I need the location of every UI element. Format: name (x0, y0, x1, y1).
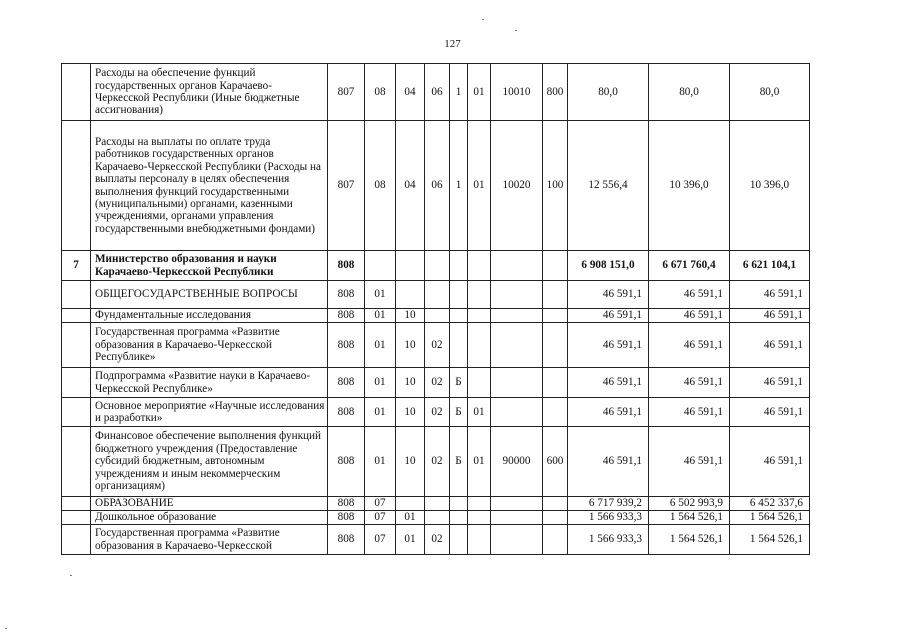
amount-cell-v3: 6 452 337,6 (730, 497, 810, 511)
code-cell-c6 (468, 511, 491, 525)
amount-cell-v3: 46 591,1 (730, 398, 810, 427)
code-cell-c3 (396, 281, 425, 309)
code-cell-c7 (491, 368, 543, 398)
code-cell-c4: 02 (425, 427, 450, 497)
scan-speck (482, 19, 484, 20)
code-cell-c5: 1 (450, 64, 468, 121)
table-row (62, 525, 810, 555)
amount-cell-v3: 1 564 526,1 (730, 525, 810, 555)
scan-speck (5, 628, 7, 629)
table-row (62, 497, 810, 511)
code-cell-c4 (425, 511, 450, 525)
code-cell-c2 (365, 251, 396, 281)
amount-cell-v1: 6 908 151,0 (568, 251, 649, 281)
code-cell-c6 (468, 368, 491, 398)
code-cell-c2: 07 (365, 497, 396, 511)
code-cell-c1: 807 (328, 64, 365, 121)
row-index-cell (62, 525, 91, 555)
code-cell-c4: 02 (425, 368, 450, 398)
amount-cell-v3: 1 564 526,1 (730, 511, 810, 525)
code-cell-c1: 808 (328, 497, 365, 511)
amount-cell-v1: 46 591,1 (568, 427, 649, 497)
row-name-cell: Дошкольное образование (91, 511, 328, 525)
code-cell-c3: 01 (396, 511, 425, 525)
code-cell-c3 (396, 497, 425, 511)
code-cell-c6 (468, 525, 491, 555)
row-name-cell: Основное мероприятие «Научные исследования и разработки» (91, 398, 328, 427)
code-cell-c2: 07 (365, 511, 396, 525)
row-index-cell (62, 281, 91, 309)
code-cell-c4 (425, 497, 450, 511)
amount-cell-v2: 46 591,1 (649, 323, 730, 368)
code-cell-c8 (543, 251, 568, 281)
row-index-cell (62, 323, 91, 368)
code-cell-c3 (396, 251, 425, 281)
code-cell-c7 (491, 309, 543, 323)
code-cell-c5 (450, 251, 468, 281)
row-name-cell: Государственная программа «Развитие образования в Карачаево-Черкесской Республике» (91, 323, 328, 368)
amount-cell-v3: 6 621 104,1 (730, 251, 810, 281)
amount-cell-v1: 46 591,1 (568, 323, 649, 368)
amount-cell-v3: 46 591,1 (730, 281, 810, 309)
code-cell-c8: 800 (543, 64, 568, 121)
code-cell-c5: 1 (450, 121, 468, 251)
amount-cell-v3: 10 396,0 (730, 121, 810, 251)
code-cell-c8 (543, 368, 568, 398)
code-cell-c4: 06 (425, 121, 450, 251)
row-name-cell: Расходы на обеспечение функций государственных органов Карачаево-Черкесской Республики (Иные бюджетные ассигнования) (91, 64, 328, 121)
code-cell-c1: 808 (328, 525, 365, 555)
table-row (62, 281, 810, 309)
code-cell-c4 (425, 309, 450, 323)
code-cell-c3: 01 (396, 525, 425, 555)
code-cell-c4: 06 (425, 64, 450, 121)
code-cell-c5: Б (450, 368, 468, 398)
table-row (62, 427, 810, 497)
code-cell-c8 (543, 525, 568, 555)
row-index-cell (62, 368, 91, 398)
code-cell-c5 (450, 511, 468, 525)
amount-cell-v3: 46 591,1 (730, 368, 810, 398)
amount-cell-v2: 6 502 993,9 (649, 497, 730, 511)
code-cell-c8 (543, 323, 568, 368)
table-row (62, 64, 810, 121)
code-cell-c6 (468, 281, 491, 309)
code-cell-c7 (491, 511, 543, 525)
table-body (62, 64, 810, 555)
scan-speck (515, 30, 517, 31)
code-cell-c2: 01 (365, 368, 396, 398)
code-cell-c6 (468, 251, 491, 281)
code-cell-c4: 02 (425, 525, 450, 555)
code-cell-c7 (491, 398, 543, 427)
code-cell-c3: 10 (396, 309, 425, 323)
page-number: 127 (444, 38, 461, 50)
table-row (62, 323, 810, 368)
code-cell-c7: 90000 (491, 427, 543, 497)
code-cell-c7 (491, 323, 543, 368)
budget-table (61, 63, 810, 555)
code-cell-c1: 808 (328, 323, 365, 368)
code-cell-c7: 10010 (491, 64, 543, 121)
row-name-cell: Фундаментальные исследования (91, 309, 328, 323)
amount-cell-v2: 46 591,1 (649, 309, 730, 323)
amount-cell-v2: 80,0 (649, 64, 730, 121)
code-cell-c4 (425, 251, 450, 281)
code-cell-c8 (543, 309, 568, 323)
row-name-cell: Расходы на выплаты по оплате труда работников государственных органов Карачаево-Черкесской Республики (Расходы на выплаты персоналу в целях обеспечения выполнения функций государственными (муниципальными) органами, казенными учреждениями, органами управления государственными внебюджетными фондами) (91, 121, 328, 251)
row-index-cell (62, 398, 91, 427)
table-row (62, 398, 810, 427)
code-cell-c1: 807 (328, 121, 365, 251)
code-cell-c4 (425, 281, 450, 309)
code-cell-c8 (543, 281, 568, 309)
table-row (62, 511, 810, 525)
row-index-cell (62, 497, 91, 511)
row-name-cell: Государственная программа «Развитие образования в Карачаево-Черкесской (91, 525, 328, 555)
code-cell-c3: 04 (396, 121, 425, 251)
code-cell-c7 (491, 281, 543, 309)
code-cell-c7: 10020 (491, 121, 543, 251)
amount-cell-v1: 80,0 (568, 64, 649, 121)
code-cell-c6 (468, 323, 491, 368)
amount-cell-v1: 46 591,1 (568, 309, 649, 323)
amount-cell-v2: 46 591,1 (649, 398, 730, 427)
code-cell-c8 (543, 398, 568, 427)
code-cell-c3: 10 (396, 323, 425, 368)
table-row (62, 368, 810, 398)
code-cell-c6: 01 (468, 427, 491, 497)
row-name-cell: ОБРАЗОВАНИЕ (91, 497, 328, 511)
table-row (62, 309, 810, 323)
code-cell-c1: 808 (328, 511, 365, 525)
amount-cell-v2: 46 591,1 (649, 427, 730, 497)
code-cell-c2: 01 (365, 281, 396, 309)
code-cell-c1: 808 (328, 398, 365, 427)
amount-cell-v3: 46 591,1 (730, 427, 810, 497)
amount-cell-v1: 1 566 933,3 (568, 511, 649, 525)
amount-cell-v2: 1 564 526,1 (649, 525, 730, 555)
code-cell-c2: 08 (365, 121, 396, 251)
code-cell-c5: Б (450, 398, 468, 427)
code-cell-c5: Б (450, 427, 468, 497)
code-cell-c5 (450, 497, 468, 511)
code-cell-c5 (450, 323, 468, 368)
row-index-cell (62, 121, 91, 251)
amount-cell-v2: 6 671 760,4 (649, 251, 730, 281)
code-cell-c6: 01 (468, 64, 491, 121)
code-cell-c6: 01 (468, 121, 491, 251)
amount-cell-v2: 46 591,1 (649, 368, 730, 398)
amount-cell-v2: 10 396,0 (649, 121, 730, 251)
code-cell-c5 (450, 309, 468, 323)
amount-cell-v3: 80,0 (730, 64, 810, 121)
code-cell-c8: 600 (543, 427, 568, 497)
code-cell-c7 (491, 525, 543, 555)
amount-cell-v1: 46 591,1 (568, 368, 649, 398)
code-cell-c1: 808 (328, 309, 365, 323)
amount-cell-v2: 1 564 526,1 (649, 511, 730, 525)
code-cell-c3: 10 (396, 398, 425, 427)
code-cell-c1: 808 (328, 251, 365, 281)
code-cell-c3: 10 (396, 368, 425, 398)
row-name-cell: Подпрограмма «Развитие науки в Карачаево-Черкесской Республике» (91, 368, 328, 398)
amount-cell-v1: 46 591,1 (568, 398, 649, 427)
code-cell-c5 (450, 281, 468, 309)
code-cell-c6 (468, 497, 491, 511)
code-cell-c2: 01 (365, 427, 396, 497)
code-cell-c8 (543, 511, 568, 525)
code-cell-c2: 01 (365, 398, 396, 427)
code-cell-c8 (543, 497, 568, 511)
code-cell-c4: 02 (425, 323, 450, 368)
code-cell-c7 (491, 497, 543, 511)
row-name-cell: Министерство образования и науки Карачаево-Черкесской Республики (91, 251, 328, 281)
row-index-cell: 7 (62, 251, 91, 281)
table-row (62, 251, 810, 281)
code-cell-c4: 02 (425, 398, 450, 427)
row-index-cell (62, 511, 91, 525)
scan-speck (70, 575, 72, 576)
code-cell-c6 (468, 309, 491, 323)
amount-cell-v1: 1 566 933,3 (568, 525, 649, 555)
code-cell-c7 (491, 251, 543, 281)
amount-cell-v2: 46 591,1 (649, 281, 730, 309)
row-index-cell (62, 64, 91, 121)
table-row (62, 121, 810, 251)
row-index-cell (62, 309, 91, 323)
code-cell-c6: 01 (468, 398, 491, 427)
code-cell-c2: 08 (365, 64, 396, 121)
code-cell-c1: 808 (328, 368, 365, 398)
code-cell-c3: 04 (396, 64, 425, 121)
row-name-cell: ОБЩЕГОСУДАРСТВЕННЫЕ ВОПРОСЫ (91, 281, 328, 309)
code-cell-c2: 01 (365, 323, 396, 368)
row-index-cell (62, 427, 91, 497)
row-name-cell: Финансовое обеспечение выполнения функций бюджетного учреждения (Предоставление субсидий бюджетным, автономным учреждениям и иным некоммерческим организациям) (91, 427, 328, 497)
code-cell-c2: 07 (365, 525, 396, 555)
amount-cell-v1: 46 591,1 (568, 281, 649, 309)
code-cell-c1: 808 (328, 281, 365, 309)
amount-cell-v1: 12 556,4 (568, 121, 649, 251)
code-cell-c3: 10 (396, 427, 425, 497)
amount-cell-v1: 6 717 939,2 (568, 497, 649, 511)
code-cell-c5 (450, 525, 468, 555)
amount-cell-v3: 46 591,1 (730, 309, 810, 323)
amount-cell-v3: 46 591,1 (730, 323, 810, 368)
code-cell-c1: 808 (328, 427, 365, 497)
code-cell-c2: 01 (365, 309, 396, 323)
code-cell-c8: 100 (543, 121, 568, 251)
